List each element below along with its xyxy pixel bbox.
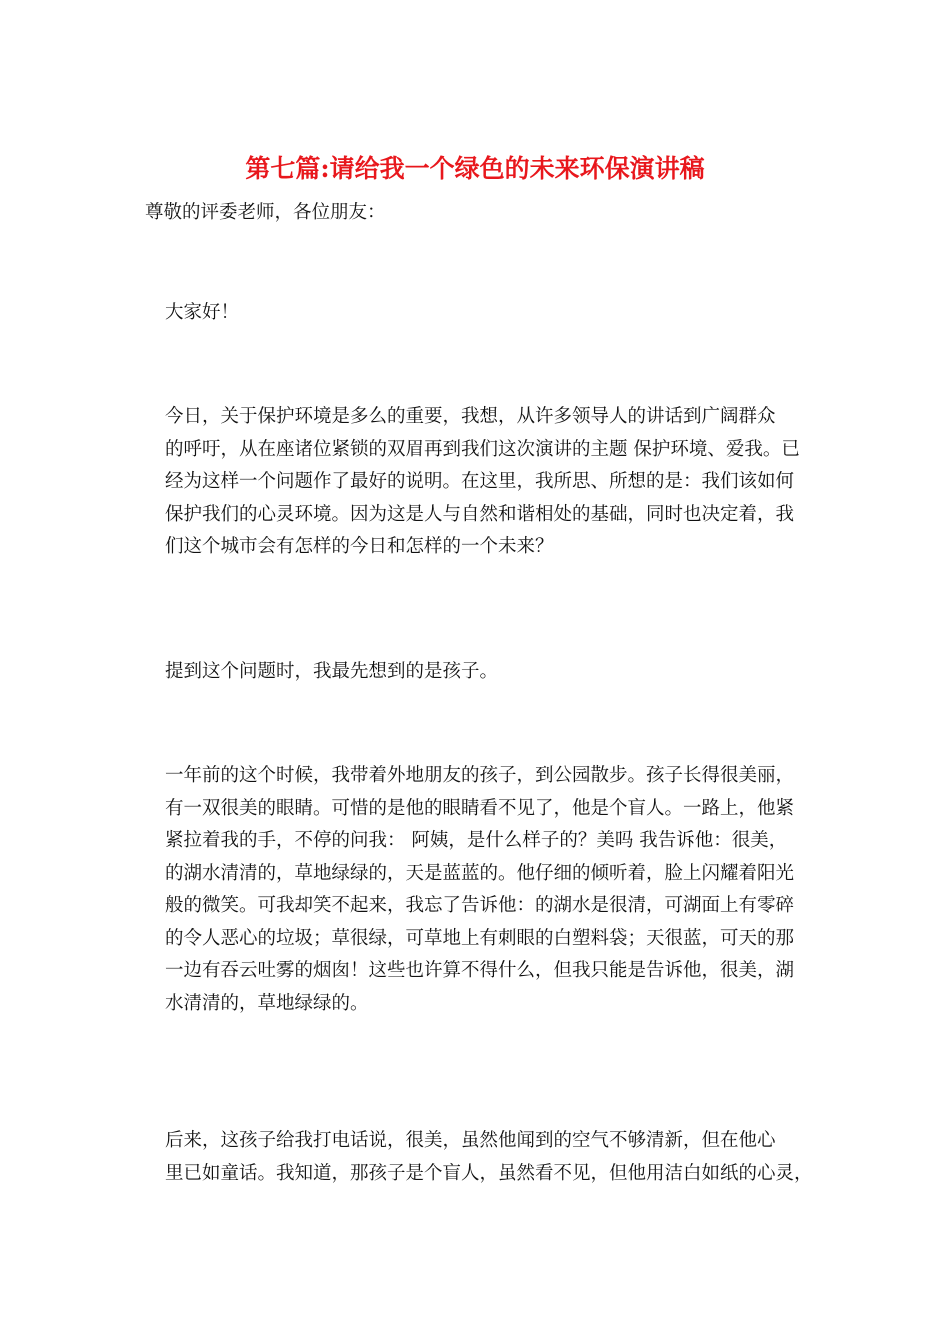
paragraph-line: 们这个城市会有怎样的今日和怎样的一个未来？ bbox=[165, 536, 554, 557]
paragraph-line: 有一双很美的眼睛。可惜的是他的眼睛看不见了，他是个盲人。一路上，他紧 bbox=[165, 797, 795, 819]
paragraph-line: 的湖水清清的，草地绿绿的，天是蓝蓝的。他仔细的倾听着，脸上闪耀着阳光 bbox=[165, 862, 795, 884]
paragraph-later bbox=[145, 1125, 813, 1190]
paragraph-story bbox=[145, 760, 807, 1020]
document-title: 第七篇:请给我一个绿色的未来环保演讲稿 bbox=[245, 154, 705, 183]
paragraph-greeting bbox=[145, 297, 807, 330]
paragraph-line: 大家好！ bbox=[165, 302, 240, 323]
paragraph-line: 的呼吁，从在座诸位紧锁的双眉再到我们这次演讲的主题 保护环境、爱我。已 bbox=[165, 438, 800, 460]
paragraph-line: 后来，这孩子给我打电话说，很美，虽然他闻到的空气不够清新，但在他心 bbox=[165, 1130, 776, 1151]
paragraph-line: 经为这样一个问题作了最好的说明。在这里，我所思、所想的是：我们该如何 bbox=[165, 471, 795, 492]
paragraph-line: 今日，关于保护环境是多么的重要，我想，从许多领导人的讲话到广阔群众 bbox=[165, 406, 776, 427]
paragraph-line: 一年前的这个时候，我带着外地朋友的孩子，到公园散步。孩子长得很美丽， bbox=[165, 765, 795, 786]
paragraph-line: 保护我们的心灵环境。因为这是人与自然和谐相处的基础，同时也决定着，我 bbox=[165, 503, 795, 525]
salutation: 尊敬的评委老师，各位朋友： bbox=[145, 202, 386, 223]
paragraph-environment bbox=[145, 401, 807, 564]
paragraph-line: 一边有吞云吐雾的烟囱！这些也许算不得什么，但我只能是告诉他，很美，湖 bbox=[165, 960, 795, 981]
paragraph-line: 水清清的，草地绿绿的。 bbox=[165, 992, 369, 1014]
paragraph-line: 般的微笑。可我却笑不起来，我忘了告诉他：的湖水是很清，可湖面上有零碎 bbox=[165, 895, 795, 916]
paragraph-line: 的令人恶心的垃圾；草很绿，可草地上有刺眼的白塑料袋；天很蓝，可天的那 bbox=[165, 927, 795, 949]
paragraph-line: 里已如童话。我知道，那孩子是个盲人，虽然看不见，但他用洁白如纸的心灵， bbox=[165, 1162, 813, 1184]
paragraph-line: 提到这个问题时，我最先想到的是孩子。 bbox=[165, 661, 499, 682]
paragraph-children bbox=[145, 656, 807, 689]
paragraph-line: 紧拉着我的手，不停的问我： 阿姨，是什么样子的？美吗 我告诉他：很美， bbox=[165, 830, 788, 851]
